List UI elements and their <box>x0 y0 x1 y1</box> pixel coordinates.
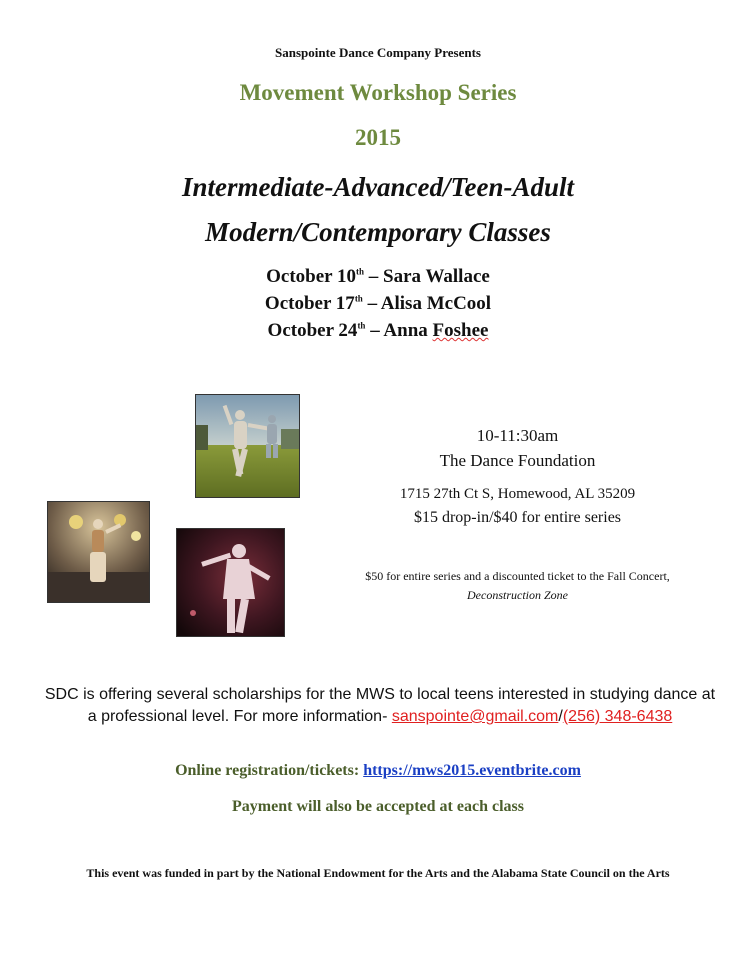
schedule-item: October 24th – Anna Foshee <box>267 320 489 341</box>
pricing: $15 drop-in/$40 for entire series <box>413 509 622 526</box>
schedule-teacher: Alisa McCool <box>380 293 492 314</box>
dancers-outdoor-image <box>196 395 299 497</box>
venue-address: 1715 27th Ct S, Homewood, AL 35209 <box>399 486 636 502</box>
series-year: 2015 <box>355 125 401 150</box>
schedule-teacher-last: Foshee <box>432 320 489 341</box>
scholarship-text: SDC is offering several scholarships for the MWS to local teens interested in studying dance at a professional level. For more information- <box>44 686 716 725</box>
package-deal-text: $50 for entire series and a discounted ticket to the Fall Concert, <box>365 569 670 583</box>
class-style-heading: Modern/Contemporary Classes <box>205 217 551 247</box>
contact-email-link[interactable]: sanspointe@gmail.com <box>391 708 559 725</box>
dancers-outdoor-photo <box>195 394 300 498</box>
payment-note: Payment will also be accepted at each class <box>232 798 524 815</box>
dancer-stage-photo <box>47 501 150 603</box>
date-suffix: th <box>354 293 363 304</box>
dancer-red-light-image <box>177 529 284 636</box>
schedule-date: October 24 <box>267 320 358 341</box>
contact-phone-link[interactable]: (256) 348-6438 <box>562 708 673 725</box>
schedule-item: October 17th – Alisa McCool <box>264 293 492 314</box>
schedule-date: October 10 <box>266 266 357 287</box>
schedule-teacher-first: Anna <box>383 320 428 341</box>
schedule-date: October 17 <box>264 293 355 314</box>
registration-link[interactable]: https://mws2015.eventbrite.com <box>363 762 581 779</box>
class-time: 10-11:30am <box>476 426 559 445</box>
scholarship-info <box>40 684 720 728</box>
online-registration <box>0 762 756 780</box>
schedule-teacher: Sara Wallace <box>383 266 490 287</box>
date-suffix: th <box>356 266 365 277</box>
date-suffix: th <box>357 320 366 331</box>
dancer-red-light-photo <box>176 528 285 637</box>
venue-name: The Dance Foundation <box>439 451 596 470</box>
schedule-item: October 10th – Sara Wallace <box>266 266 490 287</box>
funding-credit: This event was funded in part by the National Endowment for the Arts and the Alabama State Council on the Arts <box>86 866 670 880</box>
series-title: Movement Workshop Series <box>239 80 517 105</box>
contact-separator: / <box>558 708 563 725</box>
dancer-stage-image <box>48 502 149 602</box>
registration-label: Online registration/tickets: <box>175 762 364 779</box>
concert-name: Deconstruction Zone <box>467 588 568 602</box>
class-level-heading: Intermediate-Advanced/Teen-Adult <box>182 172 574 202</box>
presents-line: Sanspointe Dance Company Presents <box>275 45 481 60</box>
package-deal <box>345 567 690 605</box>
